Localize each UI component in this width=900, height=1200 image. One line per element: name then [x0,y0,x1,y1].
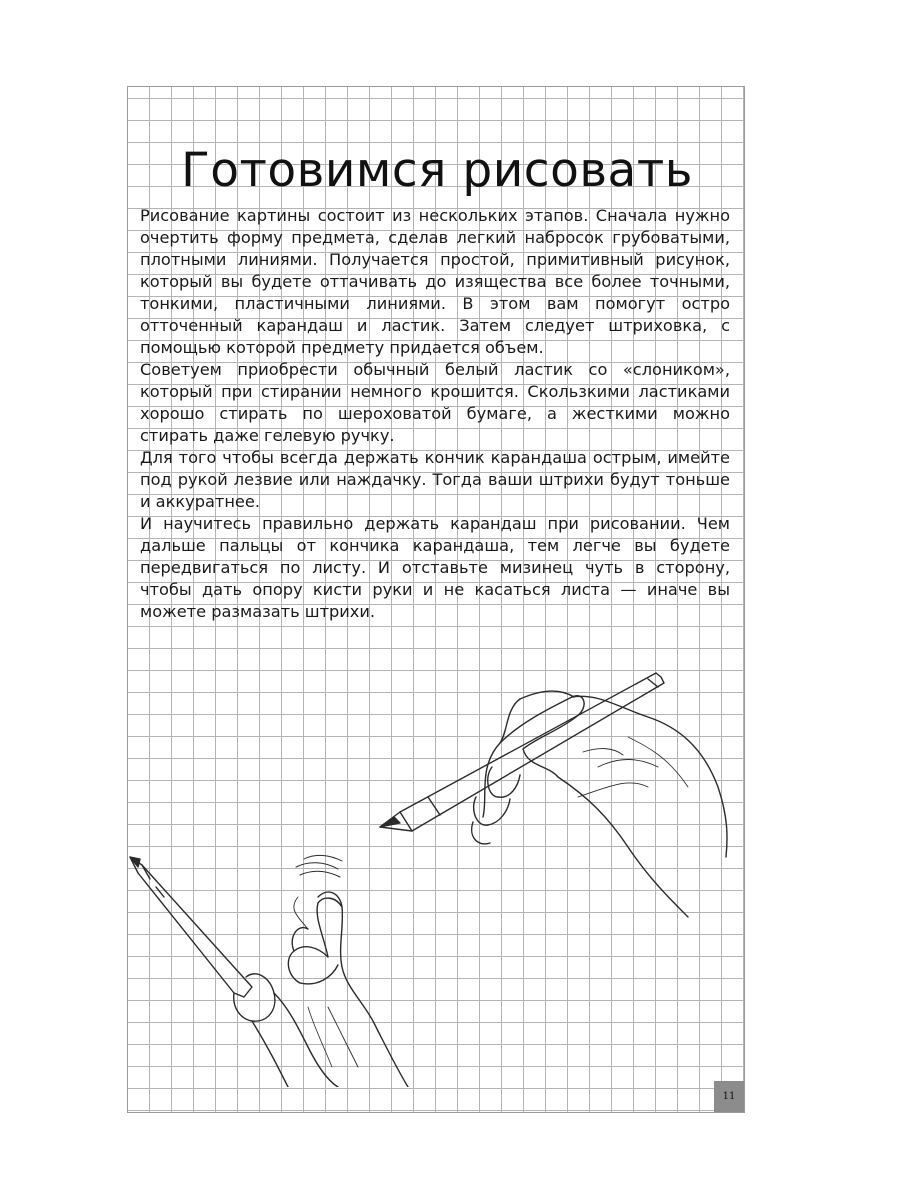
paragraph-eraser: Советуем приобрести обычный белый ластик со «слоником», который при стирании немного крошится. Скользкими ластиками хорошо стирать по шероховатой бумаге, а жесткими можно стирать даже гелевую ручку. [140,360,730,445]
paragraph-sharpening: Для того чтобы всегда держать кончик карандаша острым, имейте под рукой лезвие или наждачку. Тогда ваши штрихи будут тоньше и аккуратнее. [140,448,730,511]
paragraph-holding-pencil: И научитесь правильно держать карандаш при рисовании. Чем дальше пальцы от кончика карандаша, тем легче вы будете передвигаться по листу. И отставьте мизинец чуть в сторону, чтобы дать опору кисти руки и не касаться листа — иначе вы можете размазать штрихи. [140,514,730,621]
page-title: Готовимся рисовать [181,143,693,198]
page-number-badge [714,1081,744,1112]
hands-with-pencils-illustration [128,647,745,1087]
body-text [140,205,730,623]
right-hand-sketch [380,673,727,917]
left-hand-sketch [130,855,408,1087]
notebook-page [127,86,745,1113]
paragraph-stages: Рисование картины состоит из нескольких этапов. Сначала нужно очертить форму предмета, сделав легкий набросок грубоватыми, плотными линиями. Получается простой, примитивный рисунок, который вы будете оттачивать до изящества все более точными, тонкими, пластичными линиями. В этом вам помогут остро отточенный карандаш и ластик. Затем следует штриховка, с помощью которой предмету придается объем. [140,206,730,357]
page-number: 11 [722,1091,736,1102]
